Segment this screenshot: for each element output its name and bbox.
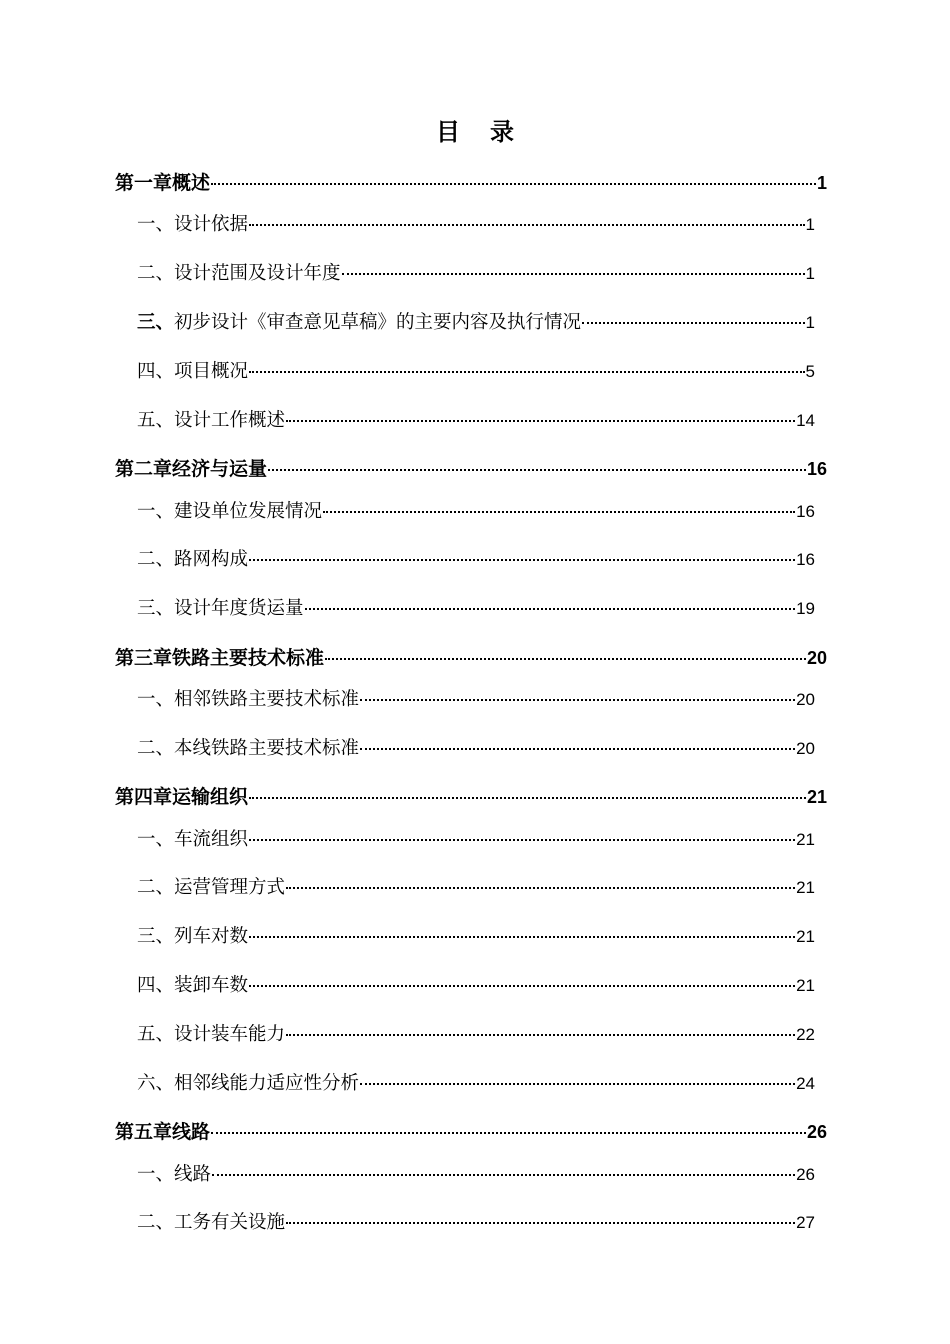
toc-entry-label: 一、建设单位发展情况 — [137, 501, 323, 522]
toc-entry-label: 四、项目概况 — [137, 361, 249, 382]
toc-entry-label: 第二章经济与运量 — [115, 458, 268, 480]
dot-leader — [286, 1222, 795, 1224]
toc-page-number: 1 — [805, 264, 815, 283]
toc-page-number: 14 — [796, 411, 815, 430]
toc-entry-label — [137, 308, 581, 334]
toc-entry-title: 初步设计《审查意见草稿》的主要内容及执行情况 — [174, 312, 582, 333]
dot-leader — [249, 559, 795, 561]
toc-section[interactable] — [137, 685, 815, 711]
toc-section[interactable] — [137, 1020, 815, 1046]
toc-page-number: 21 — [796, 878, 815, 897]
toc-page-number: 20 — [796, 739, 815, 758]
toc-entry-label: 三、列车对数 — [137, 926, 249, 947]
toc-page-number: 16 — [796, 550, 815, 569]
toc-page-number: 20 — [806, 648, 827, 668]
toc-section[interactable] — [137, 545, 815, 571]
toc-section[interactable] — [137, 497, 815, 523]
dot-leader — [360, 1083, 795, 1085]
toc-page-number: 1 — [805, 215, 815, 234]
dot-leader — [249, 839, 795, 841]
toc-chapter-5[interactable] — [115, 1117, 827, 1144]
toc-entry-label: 一、设计依据 — [137, 214, 249, 235]
toc-page-number: 21 — [796, 830, 815, 849]
toc-chapter-3[interactable] — [115, 643, 827, 670]
dot-leader — [249, 936, 795, 938]
dot-leader — [286, 887, 795, 889]
dot-leader — [249, 371, 805, 373]
dot-leader — [305, 608, 796, 610]
toc-page-number: 19 — [796, 599, 815, 618]
toc-entry-label: 六、相邻线能力适应性分析 — [137, 1073, 360, 1094]
toc-section[interactable] — [137, 922, 815, 948]
dot-leader — [249, 985, 795, 987]
dot-leader — [249, 224, 805, 226]
toc-page-number: 21 — [806, 787, 827, 807]
toc-page-number: 24 — [796, 1074, 815, 1093]
toc-page-number: 16 — [806, 459, 827, 479]
toc-chapter-4[interactable] — [115, 782, 827, 809]
toc-entry-label: 一、线路 — [137, 1164, 212, 1185]
toc-section[interactable] — [137, 1069, 815, 1095]
toc-entry-label: 第四章运输组织 — [115, 786, 249, 808]
toc-page-number: 22 — [796, 1025, 815, 1044]
toc-entry-label: 二、设计范围及设计年度 — [137, 263, 341, 284]
toc-section[interactable] — [137, 873, 815, 899]
toc-entry-label: 五、设计装车能力 — [137, 1024, 286, 1045]
toc-entry-label: 三、设计年度货运量 — [137, 598, 304, 619]
toc-page-number: 16 — [796, 502, 815, 521]
dot-leader — [286, 1034, 795, 1036]
toc-entry-number: 三、 — [137, 312, 175, 333]
dot-leader — [360, 699, 795, 701]
toc-section[interactable] — [137, 308, 815, 334]
dot-leader — [249, 797, 806, 799]
toc-section[interactable] — [137, 1160, 815, 1186]
toc-page-number: 1 — [805, 313, 815, 332]
toc-chapter-2[interactable] — [115, 454, 827, 481]
dot-leader — [323, 511, 795, 513]
dot-leader — [211, 183, 816, 185]
toc-entry-label: 四、装卸车数 — [137, 975, 249, 996]
dot-leader — [268, 469, 806, 471]
toc-entry-label: 第一章概述 — [115, 172, 211, 194]
dot-leader — [211, 1132, 806, 1134]
dot-leader — [325, 658, 806, 660]
toc-entry-label: 一、车流组织 — [137, 829, 249, 850]
toc-title: 目录 — [436, 118, 544, 146]
toc-page-number: 26 — [796, 1165, 815, 1184]
toc-page-number: 1 — [816, 173, 827, 193]
dot-leader — [360, 748, 795, 750]
toc-entry-label: 第三章铁路主要技术标准 — [115, 647, 325, 669]
toc-page-number: 21 — [796, 927, 815, 946]
toc-page-number: 5 — [805, 362, 815, 381]
toc-page-number: 26 — [806, 1122, 827, 1142]
dot-leader — [212, 1174, 795, 1176]
toc-section[interactable] — [137, 594, 815, 620]
toc-section[interactable] — [137, 406, 815, 432]
toc-section[interactable] — [137, 971, 815, 997]
toc-entry-label: 二、工务有关设施 — [137, 1212, 286, 1233]
toc-section[interactable] — [137, 210, 815, 236]
dot-leader — [582, 322, 805, 324]
toc-section[interactable] — [137, 734, 815, 760]
toc-section[interactable] — [137, 357, 815, 383]
dot-leader — [342, 273, 805, 275]
toc-page-number: 27 — [796, 1213, 815, 1232]
toc-entry-label: 第五章线路 — [115, 1121, 211, 1143]
dot-leader — [286, 420, 795, 422]
toc-entry-label: 五、设计工作概述 — [137, 410, 286, 431]
toc-entry-label: 二、运营管理方式 — [137, 877, 286, 898]
toc-entry-label: 一、相邻铁路主要技术标准 — [137, 689, 360, 710]
toc-chapter-1[interactable] — [115, 168, 827, 195]
toc-section[interactable] — [137, 825, 815, 851]
toc-section[interactable] — [137, 1208, 815, 1234]
toc-page-number: 21 — [796, 976, 815, 995]
toc-entry-label: 二、路网构成 — [137, 549, 249, 570]
toc-page-number: 20 — [796, 690, 815, 709]
toc-entry-label: 二、本线铁路主要技术标准 — [137, 738, 360, 759]
toc-section[interactable] — [137, 259, 815, 285]
